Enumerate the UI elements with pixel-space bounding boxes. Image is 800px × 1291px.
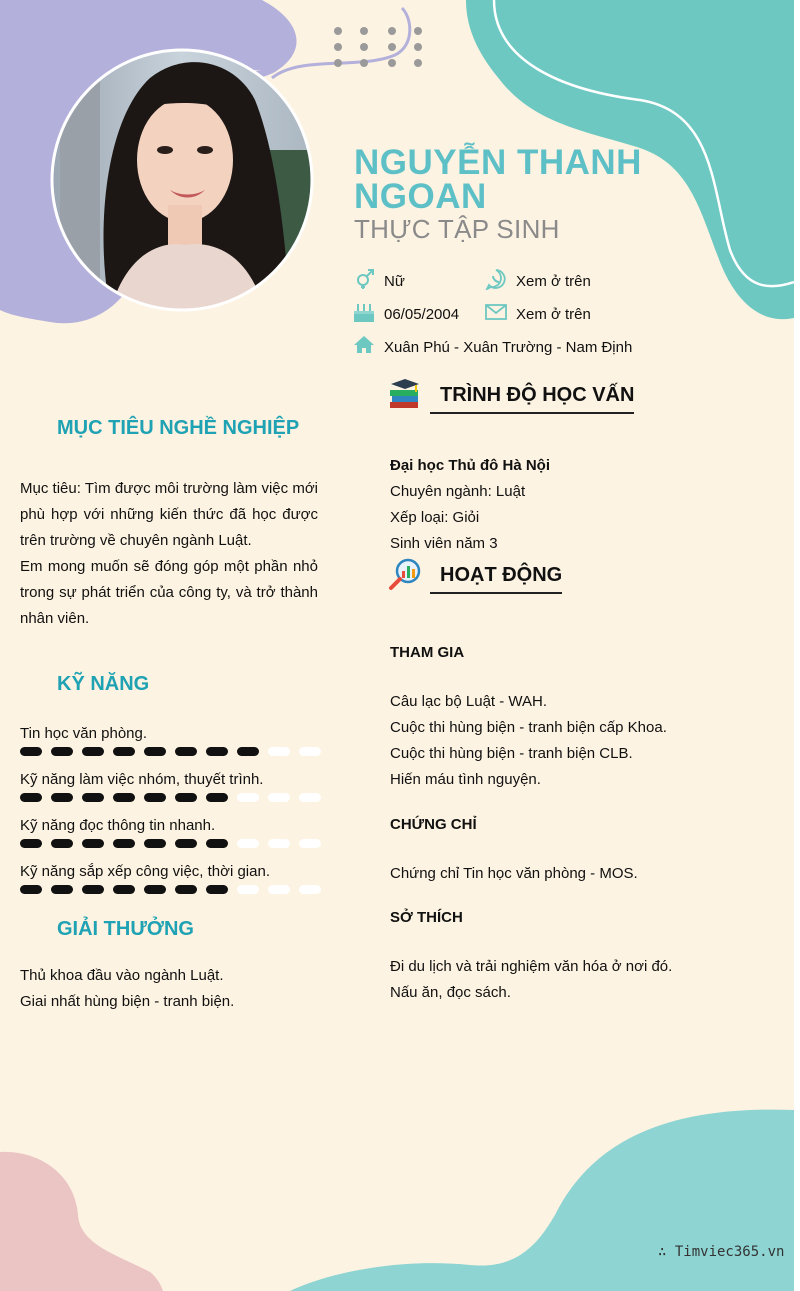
participation-heading: THAM GIA [390,644,465,661]
skill-dash [299,885,321,894]
skill-bar [20,839,320,849]
skill-dash [299,747,321,756]
skill-dash [51,747,73,756]
hobbies-heading: SỞ THÍCH [390,909,463,926]
candidate-role: THỰC TẬP SINH [354,214,560,244]
skill-dash [206,793,228,802]
education-major: Chuyên ngành: Luật [390,483,526,500]
skill-dash [113,793,135,802]
hobby-item: Đi du lịch và trải nghiệm văn hóa ở nơi đó. [390,958,673,975]
objective-paragraph: Mục tiêu: Tìm được môi trường làm việc mới phù hợp với những kiến thức đã học được trên trường về chuyên ngành Luật. [20,480,318,549]
certificates-heading: CHỨNG CHỈ [390,816,477,833]
skill-dash [268,747,290,756]
objective-paragraph: Em mong muốn sẽ đóng góp một phần nhỏ trong sự phát triển của công ty, và trở thành nhân viên. [20,558,318,627]
objective-text [20,476,318,632]
gender-female-icon [354,268,376,290]
skill-label: Kỹ năng đọc thông tin nhanh. [20,817,216,834]
skill-dash [237,885,259,894]
awards-heading: GIẢI THƯỞNG [57,918,194,940]
activities-heading: HOẠT ĐỘNG [430,564,562,594]
awards-list [20,963,234,1015]
whatsapp-phone-icon [485,268,507,290]
skill-dash [144,885,166,894]
candidate-name: NGUYỄN THANH NGOAN [354,143,642,216]
skill-dash [144,747,166,756]
phone-value: Xem ở trên [516,273,591,290]
skill-dash [144,793,166,802]
skill-dash [268,793,290,802]
skill-dash [51,839,73,848]
skill-dash [299,839,321,848]
footer-brand: ∴ Timviec365.vn [658,1244,785,1260]
skills-heading: KỸ NĂNG [57,673,150,695]
hobby-item: Nấu ăn, đọc sách. [390,984,511,1001]
skill-label: Kỹ năng sắp xếp công việc, thời gian. [20,863,270,880]
participation-item: Cuộc thi hùng biện - tranh biện CLB. [390,745,633,762]
email-value: Xem ở trên [516,306,591,323]
skill-bar [20,793,320,803]
skill-dash [299,793,321,802]
award-item: Giai nhất hùng biện - tranh biện. [20,993,235,1010]
envelope-icon [485,301,507,323]
skill-dash [206,839,228,848]
skill-dash [51,885,73,894]
skill-dash [20,793,42,802]
gender-value: Nữ [384,273,405,290]
skill-dash [113,747,135,756]
skill-label: Tin học văn phòng. [20,725,148,742]
school-name: Đại học Thủ đô Hà Nội [390,457,550,474]
skill-dash [144,839,166,848]
graduation-books-icon [388,378,422,410]
education-details [390,453,550,557]
skill-dash [113,839,135,848]
education-year: Sinh viên năm 3 [390,535,498,552]
skill-dash [82,793,104,802]
address-value: Xuân Phú - Xuân Trường - Nam Định [384,339,633,356]
skill-dash [237,839,259,848]
award-item: Thủ khoa đầu vào ngành Luật. [20,967,224,984]
skill-dash [82,747,104,756]
objective-heading: MỤC TIÊU NGHỀ NGHIỆP [57,417,300,439]
participation-item: Cuộc thi hùng biện - tranh biện cấp Khoa. [390,719,667,736]
hobbies-list [390,954,672,1006]
skill-dash [82,885,104,894]
skill-dash [175,839,197,848]
skill-bar [20,747,320,757]
skill-dash [113,885,135,894]
skill-dash [268,839,290,848]
magnifier-chart-icon [388,557,422,591]
education-rank: Xếp loại: Giỏi [390,509,480,526]
skill-dash [268,885,290,894]
skill-dash [206,747,228,756]
participation-item: Hiến máu tình nguyện. [390,771,541,788]
skill-dash [175,793,197,802]
education-heading: TRÌNH ĐỘ HỌC VẤN [430,384,634,414]
skill-dash [20,885,42,894]
certificate-item: Chứng chỉ Tin học văn phòng - MOS. [390,865,638,882]
birthday-cake-icon [353,301,375,323]
birthday-value: 06/05/2004 [384,306,460,323]
skill-label: Kỹ năng làm việc nhóm, thuyết trình. [20,771,264,788]
skill-dash [206,885,228,894]
skill-dash [237,747,259,756]
skill-dash [237,793,259,802]
skill-dash [20,747,42,756]
skill-dash [175,885,197,894]
participation-item: Câu lạc bộ Luật - WAH. [390,693,548,710]
participation-list [390,689,667,793]
skill-bar [20,885,320,895]
skill-dash [175,747,197,756]
home-icon [353,334,375,356]
skill-dash [82,839,104,848]
skill-dash [51,793,73,802]
skill-dash [20,839,42,848]
